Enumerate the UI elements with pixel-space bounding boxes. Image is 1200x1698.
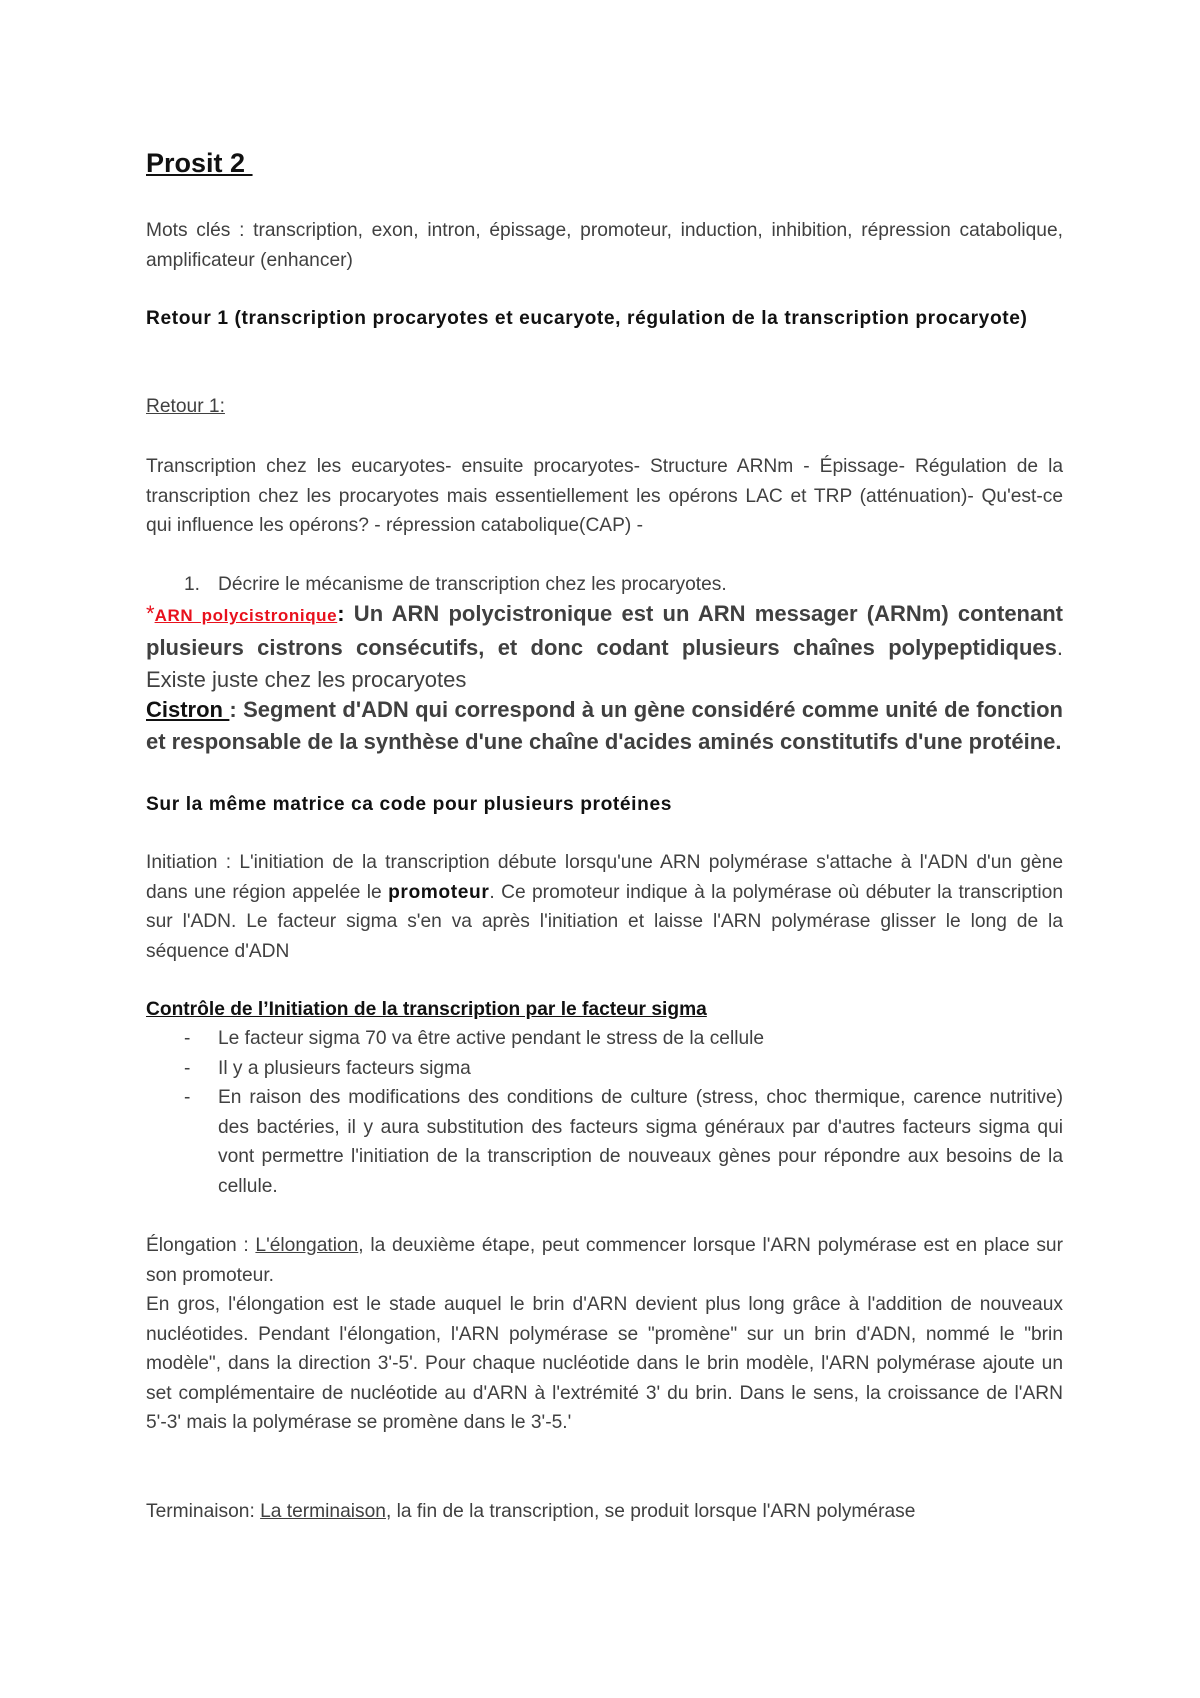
- arn-definition: [146, 598, 1063, 696]
- retour-label: Retour 1:: [146, 396, 225, 417]
- promoteur-bold: promoteur: [388, 881, 490, 903]
- termination-paragraph: [146, 1497, 1063, 1527]
- page-title: Prosit 2: [146, 148, 253, 178]
- arn-def-rest: . Existe juste chez les procaryotes: [146, 635, 1063, 692]
- sigma-bullet-3-text: En raison des modifications des conditions de culture (stress, choc thermique, carence nutritive) des bactéries, il y aura substitution des facteurs sigma généraux par d'autres facteurs sigma qui vont permettre l'initiation de la transcription de nouveaux gènes pour répondre aux besoins de la cellule.: [218, 1087, 1063, 1197]
- termination-link: La terminaison: [260, 1501, 386, 1522]
- initiation-text-2: . Ce promoteur indique à la polymérase où débuter la transcription sur l'ADN. Le facteur sigma s'en va après l'initiation et laisse l'ARN polymérase glisser le long de la séquence d'ADN: [146, 881, 1063, 962]
- elongation-lead: Élongation :: [146, 1235, 256, 1256]
- sigma-bullet-1-text: Le facteur sigma 70 va être active pendant le stress de la cellule: [218, 1028, 765, 1049]
- sigma-bullet-2-text: Il y a plusieurs facteurs sigma: [218, 1058, 471, 1079]
- arn-star: *: [146, 601, 155, 626]
- elongation-link: L'élongation: [255, 1235, 359, 1256]
- elongation-detail: En gros, l'élongation est le stade auquel le brin d'ARN devient plus long grâce à l'addition de nouveaux nucléotides. Pendant l'élongation, l'ARN polymérase se "promène" sur un brin d'ADN, nommé le "brin modèle", dans la direction 3'-5'. Pour chaque nucléotide dans le brin modèle, l'ARN polymérase ajoute un set complémentaire de nucléotide au d'ARN à l'extrémité 3' du brin. Dans le sens, la croissance de l'ARN 5'-3' mais la polymérase se promène dans le 3'-5.': [146, 1294, 1063, 1433]
- initiation-paragraph: [146, 848, 1063, 966]
- retour-heading: Retour 1 (transcription procaryotes et eucaryote, régulation de la transcription procaryote): [146, 308, 1028, 329]
- keywords-paragraph: Mots clés : transcription, exon, intron, épissage, promoteur, induction, inhibition, répression catabolique, amplificateur (enhancer): [146, 220, 1063, 271]
- cistron-def: : Segment d'ADN qui correspond à un gène considéré comme unité de fonction et responsable de la synthèse d'une chaîne d'acides aminés constitutifs d'une protéine.: [146, 697, 1063, 754]
- matrix-note: Sur la même matrice ca code pour plusieurs protéines: [146, 794, 672, 815]
- question-1-number: 1.: [184, 574, 201, 595]
- sigma-heading: Contrôle de l’Initiation de la transcription par le facteur sigma: [146, 999, 707, 1020]
- elongation-paragraph: [146, 1231, 1063, 1290]
- arn-term: ARN polycistronique: [154, 606, 338, 625]
- cistron-term: Cistron: [146, 697, 230, 722]
- arn-colon: :: [337, 601, 345, 626]
- initiation-text-1: Initiation : L'initiation de la transcription débute lorsqu'une ARN polymérase s'attache à l'ADN d'un gène dans une région appelée le: [146, 852, 1063, 903]
- termination-rest: , la fin de la transcription, se produit lorsque l'ARN polymérase: [385, 1501, 916, 1522]
- arn-def-bold: Un ARN polycistronique est un ARN messager (ARNm) contenant plusieurs cistrons consécutifs, et donc codant plusieurs chaînes polypeptidiques: [146, 601, 1064, 660]
- plan-paragraph: Transcription chez les eucaryotes- ensuite procaryotes- Structure ARNm - Épissage- Régulation de la transcription chez les procaryotes mais essentiellement les opérons LAC et TRP (atténuation)- Qu'est-ce qui influence les opérons? - répression catabolique(CAP) -: [146, 456, 1063, 536]
- elongation-rest: , la deuxième étape, peut commencer lorsque l'ARN polymérase est en place sur son promoteur.: [146, 1235, 1063, 1286]
- question-1-text: Décrire le mécanisme de transcription chez les procaryotes.: [218, 574, 727, 595]
- cistron-definition: [146, 694, 1063, 758]
- termination-lead: Terminaison:: [146, 1501, 261, 1522]
